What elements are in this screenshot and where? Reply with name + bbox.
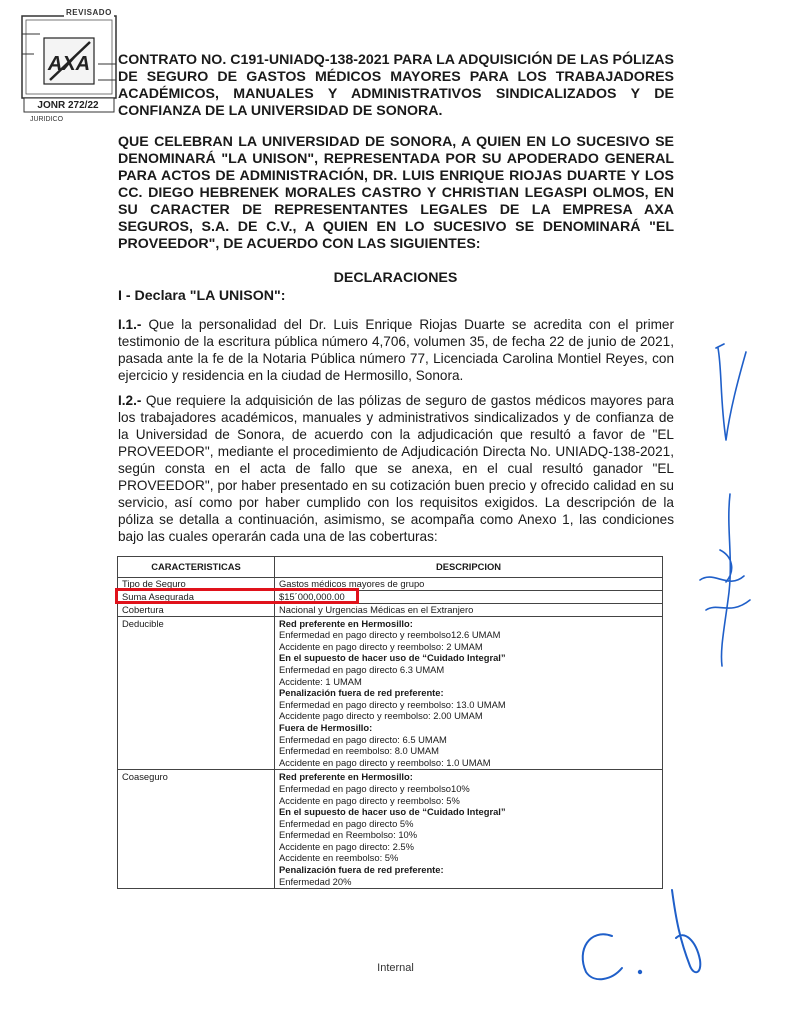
stamp-label-bottom: JURIDICO <box>30 116 64 123</box>
line-item: Enfermedad en pago directo 6.3 UMAM <box>279 663 445 675</box>
declaration-2 <box>118 392 674 545</box>
section-heading: Penalización fuera de red preferente: <box>279 864 444 876</box>
line-item: Enfermedad en Reembolso: 10% <box>279 829 418 841</box>
review-stamp <box>20 8 118 123</box>
line-item: Enfermedad en reembolso: 8.0 UMAM <box>279 745 439 757</box>
row-value: Nacional y Urgencias Médicas en el Extranjero <box>275 603 663 616</box>
contract-parties: QUE CELEBRAN LA UNIVERSIDAD DE SONORA, A QUIEN EN LO SUCESIVO SE DENOMINARÁ "LA UNISON", REPRESENTADA POR SU APODERADO GENERAL PARA ACTOS DE ADMINISTRACIÓN, DR. LUIS ENRIQUE RIOJAS DUARTE Y LOS CC. DIEGO HEBRENEK MORALES CASTRO Y CHRISTIAN LEGASPI OLMOS, EN SU CARACTER DE REPRESENTANTES LEGALES DE LA EMPRESA AXA SEGUROS, S.A. DE C.V., A QUIEN EN LO SUCESIVO SE DENOMINARÁ "EL PROVEEDOR", DE ACUERDO CON LAS SIGUIENTES: <box>118 134 674 252</box>
section-heading: Penalización fuera de red preferente: <box>279 687 444 699</box>
row-value: Gastos médicos mayores de grupo <box>275 577 663 590</box>
declaration-2-text: Que requiere la adquisición de las pólizas de seguro de gastos médicos mayores para los trabajadores académicos, manuales y administrativos sindicalizados y de confianza de la Universidad de Sonora, de acuerdo con la adjudicación que resultó a favor de "EL PROVEEDOR", mediante el procedimiento de Adjudicación Directa No. UNIADQ-138-2021, según consta en el acta de fallo que se anexa, en el cual resultó ganador "EL PROVEEDOR", por haber presentado en su cotización buen precio y ofrecido calidad en su servicio, así como por haber cumplido con los requisitos exigidos. La descripción de la póliza se detalla a continuación, asimismo, se acompaña como Anexo 1, las condiciones bajo las cuales operarán cada una de las coberturas: <box>118 393 674 544</box>
declaration-1 <box>118 316 674 384</box>
table-row-coaseguro <box>118 770 663 889</box>
section-heading: En el supuesto de hacer uso de “Cuidado Integral” <box>279 806 506 818</box>
line-item: Accidente en pago directo y reembolso: 2 UMAM <box>279 640 483 652</box>
section-heading: Fuera de Hermosillo: <box>279 721 373 733</box>
declarations-subheading: I - Declara "LA UNISON": <box>118 288 286 304</box>
row-label: Cobertura <box>118 603 275 616</box>
table-row-deducible <box>118 616 663 770</box>
row-label: Tipo de Seguro <box>118 577 275 590</box>
line-item: Accidente en pago directo y reembolso: 5% <box>279 794 460 806</box>
table-header-row <box>118 557 663 578</box>
row-value <box>275 616 663 770</box>
row-label: Deducible <box>118 616 275 770</box>
contract-title: CONTRATO NO. C191-UNIADQ-138-2021 PARA LA ADQUISICIÓN DE LAS PÓLIZAS DE SEGURO DE GASTOS MÉDICOS MAYORES PARA LOS TRABAJADORES ACADÉMICOS, MANUALES Y ADMINISTRATIVOS SINDICALIZADOS Y DE CONFIANZA DE LA UNIVERSIDAD DE SONORA. <box>118 52 674 119</box>
line-item: Accidente en pago directo y reembolso: 1.0 UMAM <box>279 756 491 768</box>
line-item: Accidente: 1 UMAM <box>279 675 362 687</box>
row-value: $15´000,000.00 <box>275 590 663 603</box>
line-item: Enfermedad en pago directo y reembolso: 13.0 UMAM <box>279 698 506 710</box>
page-footer: Internal <box>377 962 414 974</box>
table-header-description: DESCRIPCION <box>275 557 663 578</box>
line-item: Enfermedad en pago directo: 6.5 UMAM <box>279 733 447 745</box>
stamp-code: JONR 272/22 <box>37 100 99 111</box>
row-value <box>275 770 663 889</box>
svg-text:AXA: AXA <box>47 53 91 75</box>
stamp-label-top: REVISADO <box>66 8 112 17</box>
section-heading: Red preferente en Hermosillo: <box>279 617 413 629</box>
signature-mark-2 <box>690 490 760 670</box>
line-item: Enfermedad en pago directo y reembolso12.6 UMAM <box>279 629 501 641</box>
declaration-1-text: Que la personalidad del Dr. Luis Enrique Riojas Duarte se acredita con el primer testimonio de la escritura pública número 4,706, volumen 35, de fecha 22 de junio de 2021, pasada ante la fe de la Notaria Pública número 77, Licenciada Carolina Montiel Reyes, con ejercicio y residencia en la ciudad de Hermosillo, Sonora. <box>118 317 674 383</box>
table-row <box>118 603 663 616</box>
table-header-characteristics: CARACTERISTICAS <box>118 557 275 578</box>
line-item: Enfermedad en pago directo y reembolso10% <box>279 782 470 794</box>
line-item: Enfermedad en pago directo 5% <box>279 817 414 829</box>
row-label: Coaseguro <box>118 770 275 889</box>
row-label: Suma Asegurada <box>118 590 275 603</box>
section-heading: Red preferente en Hermosillo: <box>279 771 413 783</box>
section-heading: En el supuesto de hacer uso de “Cuidado Integral” <box>279 652 506 664</box>
signature-mark-1 <box>708 340 758 450</box>
declarations-heading: DECLARACIONES <box>333 270 458 286</box>
declaration-2-number: I.2.- <box>118 393 142 408</box>
line-item: Accidente en reembolso: 5% <box>279 852 399 864</box>
declaration-1-number: I.1.- <box>118 317 142 332</box>
line-item: Enfermedad 20% <box>279 875 352 887</box>
highlight-box <box>115 588 359 604</box>
line-item: Accidente en pago directo: 2.5% <box>279 840 414 852</box>
line-item: Accidente pago directo y reembolso: 2.00 UMAM <box>279 710 483 722</box>
coverage-table <box>117 556 663 889</box>
